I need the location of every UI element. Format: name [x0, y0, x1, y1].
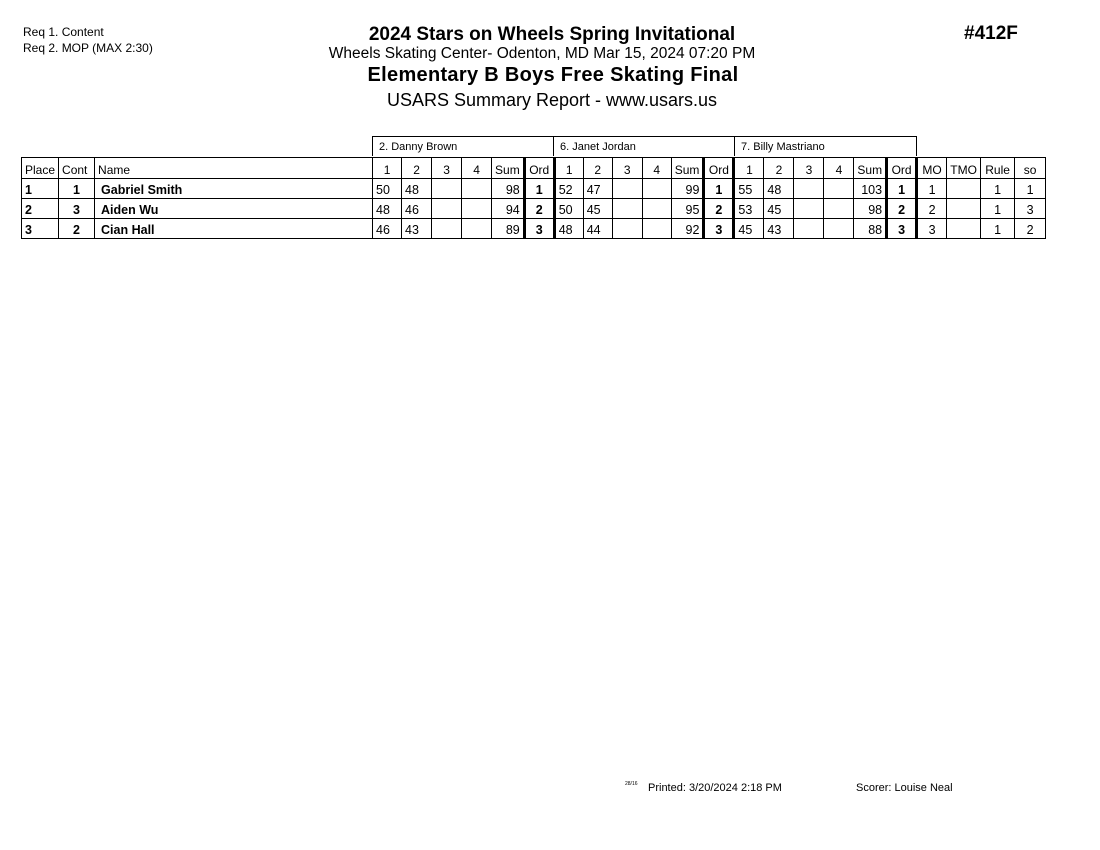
- col-judge-3-4: Sum: [854, 158, 887, 179]
- score-j3-0: 55: [734, 179, 764, 199]
- score-j2-2: [612, 219, 642, 239]
- judge-name: 7. Billy Mastriano: [735, 137, 917, 157]
- cont-cell: 2: [59, 219, 95, 239]
- skater-name: Cian Hall: [95, 219, 373, 239]
- score-j3-5: 1: [887, 179, 917, 199]
- col-cont: Cont: [59, 158, 95, 179]
- score-j1-4: 98: [492, 179, 525, 199]
- score-j3-5: 3: [887, 219, 917, 239]
- score-j1-2: [432, 219, 462, 239]
- col-judge-3-5: Ord: [887, 158, 917, 179]
- rule-cell: 1: [981, 179, 1015, 199]
- score-j2-4: 99: [671, 179, 704, 199]
- score-j3-4: 103: [854, 179, 887, 199]
- score-j1-3: [462, 219, 492, 239]
- table-row: [22, 219, 1068, 239]
- col-judge-1-0: 1: [373, 158, 402, 179]
- so-cell: 3: [1015, 199, 1046, 219]
- score-j3-2: [794, 179, 824, 199]
- col-judge-1-2: 3: [432, 158, 462, 179]
- score-j1-5: 1: [524, 179, 554, 199]
- col-judge-2-4: Sum: [671, 158, 704, 179]
- col-judge-2-2: 3: [612, 158, 642, 179]
- score-j1-0: 46: [373, 219, 402, 239]
- score-j2-1: 45: [583, 199, 612, 219]
- judge-name: 6. Janet Jordan: [554, 137, 735, 157]
- col-judge-2-5: Ord: [704, 158, 734, 179]
- mo-cell: 2: [917, 199, 947, 219]
- col-place: Place: [22, 158, 59, 179]
- score-j1-0: 48: [373, 199, 402, 219]
- score-j3-2: [794, 199, 824, 219]
- summary-table: [21, 157, 1068, 239]
- score-j1-5: 3: [524, 219, 554, 239]
- requirement-2: Req 2. MOP (MAX 2:30): [23, 41, 153, 55]
- place-cell: 2: [22, 199, 59, 219]
- score-j2-4: 92: [671, 219, 704, 239]
- col-judge-1-3: 4: [462, 158, 492, 179]
- score-j2-0: 50: [554, 199, 583, 219]
- score-j2-3: [642, 179, 671, 199]
- score-j2-3: [642, 219, 671, 239]
- print-code: 28/16: [625, 781, 638, 787]
- score-j2-1: 47: [583, 179, 612, 199]
- score-j1-3: [462, 179, 492, 199]
- score-j2-2: [612, 199, 642, 219]
- cont-cell: 1: [59, 179, 95, 199]
- table-row: [22, 199, 1068, 219]
- score-j3-0: 45: [734, 219, 764, 239]
- score-j2-0: 52: [554, 179, 583, 199]
- score-j3-3: [824, 199, 854, 219]
- tmo-cell: [947, 199, 981, 219]
- event-title: 2024 Stars on Wheels Spring Invitational: [368, 24, 736, 45]
- tmo-cell: [947, 179, 981, 199]
- score-j3-0: 53: [734, 199, 764, 219]
- competition-title: Elementary B Boys Free Skating Final: [367, 64, 739, 86]
- score-j1-5: 2: [524, 199, 554, 219]
- so-cell: 1: [1015, 179, 1046, 199]
- col-name: Name: [95, 158, 373, 179]
- rule-cell: 1: [981, 219, 1015, 239]
- judge-name: 2. Danny Brown: [373, 137, 554, 157]
- place-cell: 1: [22, 179, 59, 199]
- score-j2-3: [642, 199, 671, 219]
- score-j2-5: 1: [704, 179, 734, 199]
- score-j2-5: 3: [704, 219, 734, 239]
- rule-cell: 1: [981, 199, 1015, 219]
- scorer-name: Scorer: Louise Neal: [856, 782, 953, 794]
- score-j3-3: [824, 179, 854, 199]
- score-j1-1: 48: [402, 179, 432, 199]
- col-judge-3-2: 3: [794, 158, 824, 179]
- score-j1-3: [462, 199, 492, 219]
- score-j2-0: 48: [554, 219, 583, 239]
- report-title: USARS Summary Report - www.usars.us: [386, 90, 718, 110]
- score-j3-2: [794, 219, 824, 239]
- judge-header: [372, 136, 917, 156]
- cont-cell: 3: [59, 199, 95, 219]
- mo-cell: 3: [917, 219, 947, 239]
- location-line: Wheels Skating Center- Odenton, MD Mar 15, 2024 07:20 PM: [328, 45, 756, 62]
- score-j1-4: 89: [492, 219, 525, 239]
- col-judge-1-4: Sum: [492, 158, 525, 179]
- mo-cell: 1: [917, 179, 947, 199]
- score-j3-4: 98: [854, 199, 887, 219]
- score-j1-4: 94: [492, 199, 525, 219]
- header-row: [22, 158, 1068, 179]
- score-j3-1: 43: [764, 219, 794, 239]
- score-j2-4: 95: [671, 199, 704, 219]
- col-judge-3-1: 2: [764, 158, 794, 179]
- col-judge-1-5: Ord: [524, 158, 554, 179]
- score-j1-0: 50: [373, 179, 402, 199]
- score-j2-5: 2: [704, 199, 734, 219]
- col-so: so: [1015, 158, 1046, 179]
- score-j3-4: 88: [854, 219, 887, 239]
- printed-timestamp: Printed: 3/20/2024 2:18 PM: [648, 782, 782, 794]
- score-j1-1: 43: [402, 219, 432, 239]
- score-j2-1: 44: [583, 219, 612, 239]
- col-judge-3-3: 4: [824, 158, 854, 179]
- score-j1-2: [432, 199, 462, 219]
- table-row: [22, 179, 1068, 199]
- score-j3-3: [824, 219, 854, 239]
- score-j3-1: 45: [764, 199, 794, 219]
- col-judge-2-1: 2: [583, 158, 612, 179]
- place-cell: 3: [22, 219, 59, 239]
- score-j3-5: 2: [887, 199, 917, 219]
- event-number: #412F: [964, 23, 1018, 44]
- col-judge-1-1: 2: [402, 158, 432, 179]
- skater-name: Gabriel Smith: [95, 179, 373, 199]
- skater-name: Aiden Wu: [95, 199, 373, 219]
- col-rule: Rule: [981, 158, 1015, 179]
- score-j3-1: 48: [764, 179, 794, 199]
- tmo-cell: [947, 219, 981, 239]
- col-judge-2-3: 4: [642, 158, 671, 179]
- score-j1-2: [432, 179, 462, 199]
- col-tmo: TMO: [947, 158, 981, 179]
- col-mo: MO: [917, 158, 947, 179]
- score-j1-1: 46: [402, 199, 432, 219]
- requirement-1: Req 1. Content: [23, 25, 104, 39]
- col-judge-2-0: 1: [554, 158, 583, 179]
- so-cell: 2: [1015, 219, 1046, 239]
- score-j2-2: [612, 179, 642, 199]
- col-judge-3-0: 1: [734, 158, 764, 179]
